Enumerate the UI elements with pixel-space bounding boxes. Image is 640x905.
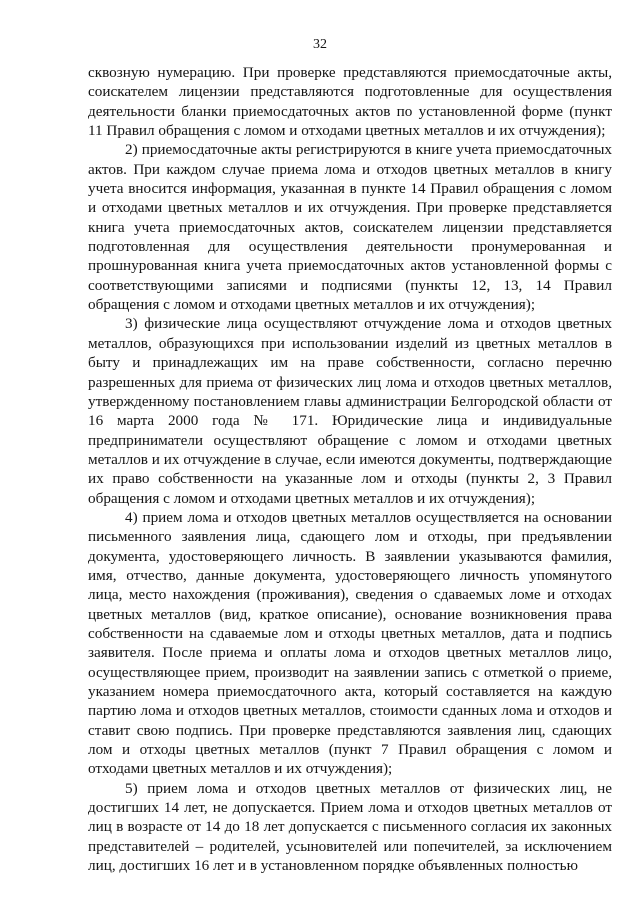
document-body	[88, 63, 612, 875]
paragraph-item-4: 4) прием лома и отходов цветных металлов осуществляется на основании письменного заявления лица, сдающего лом и отходы, при предъявлении документа, удостоверяющего личность. В заявлении указываются фамилия, имя, отчество, данные документа, удостоверяющего личность упомянутого лица, место нахождения (проживания), сведения о сдаваемых ломе и отходах цветных металлов (вид, краткое описание), основание возникновения права собственности на сдаваемые лом и отходы цветных металлов, дата и подпись заявителя. После приема и оплаты лома и отходов цветных металлов лицо, осуществляющее прием, производит на заявлении запись с отметкой о приеме, указанием номера приемосдаточного акта, который составляется на каждую партию лома и отходов цветных металлов, стоимости сданных лома и отходов и ставит свою подпись. При проверке представляются заявления лиц, сдающих лом и отходы цветных металлов (пункт 7 Правил обращения с ломом и отходами цветных металлов и их отчуждения);	[88, 508, 612, 778]
page-number: 32	[313, 37, 327, 52]
paragraph-item-2: 2) приемосдаточные акты регистрируются в книге учета приемосдаточных актов. При каждом случае приема лома и отходов цветных металлов в книгу учета вносится информация, указанная в пункте 14 Правил обращения с ломом и отходами цветных металлов и их отчуждения. При проверке представляется книга учета приемосдаточных актов, соискателем лицензии представляется подготовленная для осуществления деятельности пронумерованная и прошнурованная книга учета приемосдаточных актов установленной формы с соответствующими записями и подписями (пункты 12, 13, 14 Правил обращения с ломом и отходами цветных металлов и их отчуждения);	[88, 141, 612, 314]
paragraph-item-5: 5) прием лома и отходов цветных металлов от физических лиц, не достигших 14 лет, не допускается. Прием лома и отходов цветных металлов от лиц в возрасте от 14 до 18 лет допускается с письменного согласия их законных представителей – родителей, усыновителей или попечителей, за исключением лиц, достигших 16 лет и в установленном порядке объявленных полностью	[88, 779, 612, 875]
paragraph-item-3: 3) физические лица осуществляют отчуждение лома и отходов цветных металлов, образующихся при использовании изделий из цветных металлов в быту и принадлежащих им на праве собственности, согласно перечню разрешенных для приема от физических лиц лома и отходов цветных металлов, утвержденному постановлением главы администрации Белгородской области от 16 марта 2000 года № 171. Юридические лица и индивидуальные предприниматели осуществляют обращение с ломом и отходами цветных металлов и их отчуждение в случае, если имеются документы, подтверждающие их право собственности на указанные лом и отходы (пункты 2, 3 Правил обращения с ломом и отходами цветных металлов и их отчуждения);	[88, 315, 612, 507]
paragraph-continuation: сквозную нумерацию. При проверке представляются приемосдаточные акты, соискателем лицензии представляются подготовленные для осуществления деятельности бланки приемосдаточных актов по установленной форме (пункт 11 Правил обращения с ломом и отходами цветных металлов и их отчуждения);	[88, 64, 612, 140]
